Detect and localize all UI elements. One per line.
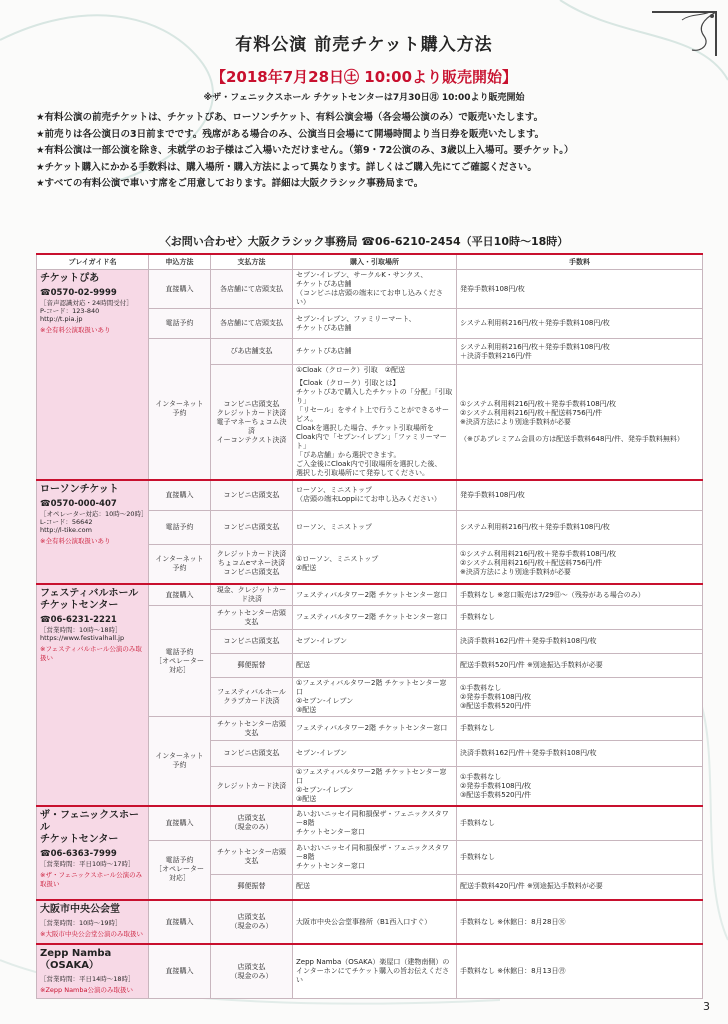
- place-cell: フェスティバルタワー2階 チケットセンター窓口: [293, 584, 457, 606]
- header-guide: プレイガイド名: [37, 254, 149, 270]
- fee-cell: 手数料なし ※休館日：8月13日㊊: [457, 944, 703, 999]
- payment-cell: 郵便振替: [211, 654, 293, 678]
- guide-info: ［音声認識対応・24時間受付］: [40, 299, 133, 307]
- place-line: セブン-イレブン、ファミリーマート、: [296, 314, 416, 323]
- fee-line: ③配送手数料520円/件: [460, 701, 531, 710]
- payment-cell: コンビニ店頭支払: [211, 630, 293, 654]
- fee-line: ②発券手数料108円/枚: [460, 692, 531, 701]
- place-line: ①フェスティバルタワー2階 チケットセンター窓口: [296, 679, 447, 696]
- place-line: Cloak内で「セブン-イレブン」「ファミリーマート」: [296, 433, 447, 450]
- guide-url: https://www.festivalhall.jp: [40, 634, 125, 642]
- fee-line: ②発券手数料108円/枚: [460, 781, 531, 790]
- place-cell: [293, 767, 457, 807]
- note-item: ★前売りは各公演日の3日前までです。残席がある場合のみ、公演当日会場にて開場時間より当日券を販売いたします。: [36, 128, 545, 140]
- payment-cell: チケットセンター店頭支払: [211, 606, 293, 630]
- fee-cell: 手数料なし: [457, 840, 703, 874]
- place-cell: [293, 806, 457, 840]
- page-number: 3: [703, 1000, 710, 1013]
- payment-line: クレジットカード決済: [216, 550, 287, 559]
- payment-cell: 各店舗にて店頭支払: [211, 309, 293, 339]
- fee-line: システム利用料216円/枚＋発券手数料108円/枚: [460, 342, 610, 351]
- payment-line: イーコンテクスト決済: [216, 435, 287, 444]
- table-row: [37, 480, 703, 510]
- table-row: [37, 806, 703, 840]
- place-line: セブン-イレブン、サークルK・サンクス、: [296, 271, 428, 279]
- method-cell: 直接購入: [149, 270, 211, 309]
- place-line: あいおいニッセイ同和損保ザ・フェニックスタワー8階: [296, 843, 449, 861]
- payment-line: クレジットカード決済: [216, 408, 287, 417]
- payment-line: 店頭支払: [237, 913, 266, 921]
- guide-tel: ☎06-6363-7999: [40, 849, 117, 859]
- table-row: [37, 270, 703, 309]
- place-line: チケットぴあ店舗: [296, 323, 352, 332]
- fee-cell: 手数料なし: [457, 806, 703, 840]
- fee-line: （※ぴあプレミアム会員の方は配送手数料648円/件、発券手数料無料）: [460, 435, 684, 443]
- place-line: （店頭の端末Loppiにてお申し込みください）: [296, 495, 441, 504]
- place-cell: セブン-イレブン: [293, 741, 457, 767]
- payment-line: フェスティバルホール: [217, 688, 286, 696]
- guide-note: ※全有料公演取扱いあり: [40, 537, 111, 545]
- place-cell: [293, 840, 457, 874]
- header-place: 購入・引取場所: [293, 254, 457, 270]
- payment-cell: [211, 365, 293, 481]
- guide-chuo: [37, 900, 149, 944]
- fee-line: ②システム利用料216円/枚＋配送料756円/件: [460, 559, 603, 568]
- ticket-table: [36, 253, 703, 999]
- payment-line: （現金のみ）: [230, 922, 273, 930]
- payment-line: ちょコムeマネー決済: [217, 559, 286, 568]
- place-line: ①Cloak（クローク）引取 ②配送: [296, 366, 406, 374]
- fee-line: ①システム利用料216円/枚＋発券手数料108円/枚: [460, 400, 617, 408]
- guide-note: ※ザ・フェニックスホール公演のみ取扱い: [40, 871, 143, 888]
- note-item: ★有料公演の前売チケットは、チケットぴあ、ローソンチケット、有料公演会場（各会場公演のみ）で販売いたします。: [36, 112, 544, 123]
- guide-festival: [37, 584, 149, 806]
- guide-url: http://l-tike.com: [40, 526, 92, 534]
- payment-cell: コンビニ店頭支払: [211, 480, 293, 510]
- sale-subnote: ※ザ・フェニックスホール チケットセンターは7月30日㊊ 10:00より販売開始: [203, 93, 525, 103]
- note-item: ★チケット購入にかかる手数料は、購入場所・購入方法によって異なります。詳しくはご購入先にてご確認ください。: [36, 161, 537, 173]
- method-cell: 電話予約: [149, 309, 211, 339]
- guide-info: ［営業時間：平日14時～18時］: [40, 975, 135, 983]
- place-cell: チケットぴあ店舗: [293, 339, 457, 365]
- fee-line: ※決済方法により別途手数料が必要: [460, 568, 571, 577]
- place-line: （コンビニは店頭の端末にてお申し込みください）: [296, 289, 443, 306]
- guide-info: ［営業時間：平日10時～17時］: [40, 860, 135, 868]
- fee-line: ③配送手数料520円/件: [460, 790, 531, 799]
- guide-info: ［営業時間：10時～18時］: [40, 626, 122, 634]
- fee-cell: システム利用料216円/枚＋発券手数料108円/枚: [457, 510, 703, 544]
- guide-name: ローソンチケット: [40, 484, 119, 495]
- method-cell: 電話予約: [149, 510, 211, 544]
- payment-cell: コンビニ店頭支払: [211, 510, 293, 544]
- place-cell: 大阪市中央公会堂事務所（B1西入口すぐ）: [293, 900, 457, 944]
- guide-phoenix: [37, 806, 149, 900]
- fee-cell: [457, 339, 703, 365]
- place-cell: [293, 365, 457, 481]
- fee-cell: 決済手数料162円/件＋発券手数料108円/枚: [457, 741, 703, 767]
- fee-cell: [457, 678, 703, 717]
- notes-list: [36, 110, 706, 193]
- place-cell: フェスティバルタワー2階 チケットセンター窓口: [293, 606, 457, 630]
- guide-name: チケットぴあ: [40, 273, 100, 284]
- fee-line: ＋決済手数料216円/件: [460, 351, 532, 360]
- place-line: チケットぴあ店舗: [296, 280, 352, 288]
- guide-lawson: [37, 480, 149, 584]
- payment-cell: 現金、クレジットカード決済: [211, 584, 293, 606]
- note-item: ★有料公演は一部公演を除き、未就学のお子様はご入場いただけません。（第9・72公演のみ、3歳以上入場可。要チケット。）: [36, 145, 574, 156]
- place-cell: 配送: [293, 654, 457, 678]
- place-line: あいおいニッセイ同和損保ザ・フェニックスタワー8階: [296, 809, 449, 827]
- method-cell: [149, 606, 211, 717]
- payment-cell: [211, 678, 293, 717]
- guide-info: ［オペレーター対応：10時～20時］: [40, 510, 148, 518]
- place-line: ②配送: [296, 563, 317, 572]
- place-line: Zepp Namba（OSAKA）楽屋口（建物南側）の: [296, 958, 450, 966]
- guide-note: ※全有料公演取扱いあり: [40, 326, 111, 334]
- payment-line: コンビニ店頭支払: [223, 399, 280, 408]
- fee-cell: 決済手数料162円/件＋発券手数料108円/枚: [457, 630, 703, 654]
- guide-note: ※フェスティバルホール公演のみ取扱い: [40, 645, 142, 662]
- payment-line: （現金のみ）: [230, 971, 273, 980]
- place-line: ③配送: [296, 795, 317, 803]
- place-cell: [293, 309, 457, 339]
- sale-date: 【2018年7月28日㊏ 10:00より販売開始】: [210, 68, 518, 86]
- fee-line: ①手数料なし: [460, 772, 502, 781]
- guide-zepp: [37, 944, 149, 999]
- place-line: チケットセンター窓口: [296, 827, 365, 836]
- place-cell: ローソン、ミニストップ: [293, 510, 457, 544]
- table-row: [37, 944, 703, 999]
- guide-note: ※Zepp Namba公演のみ取扱い: [40, 986, 134, 994]
- place-cell: [293, 544, 457, 584]
- guide-info: ［営業時間：10時～19時］: [40, 919, 122, 927]
- method-cell: 直接購入: [149, 480, 211, 510]
- fee-cell: [457, 365, 703, 481]
- guide-url: http://t.pia.jp: [40, 315, 83, 323]
- payment-cell: [211, 806, 293, 840]
- place-line: ①ローソン、ミニストップ: [296, 554, 379, 563]
- guide-name: ザ・フェニックスホール: [40, 810, 139, 833]
- guide-name: Zepp Namba（OSAKA）: [40, 948, 112, 971]
- guide-tel: ☎06-6231-2221: [40, 615, 117, 625]
- guide-info: P-コード：123-840: [40, 307, 100, 315]
- table-row: [37, 584, 703, 606]
- fee-cell: 発券手数料108円/枚: [457, 270, 703, 309]
- payment-cell: チケットセンター店頭支払: [211, 717, 293, 741]
- method-cell: 直接購入: [149, 584, 211, 606]
- place-cell: フェスティバルタワー2階 チケットセンター窓口: [293, 717, 457, 741]
- place-line: ③配送: [296, 706, 317, 714]
- method-cell: 直接購入: [149, 806, 211, 840]
- place-line: 選択した引取場所にて発券してください。: [296, 469, 429, 477]
- table-row: [37, 900, 703, 944]
- method-cell: 直接購入: [149, 900, 211, 944]
- fee-cell: [457, 767, 703, 807]
- payment-cell: 郵便振替: [211, 874, 293, 900]
- place-line: 【Cloak（クローク）引取とは】: [296, 379, 400, 387]
- note-item: ★すべての有料公演で車いす席をご用意しております。詳細は大阪クラシック事務局まで。: [36, 178, 424, 189]
- payment-cell: ぴあ店舗支払: [211, 339, 293, 365]
- payment-cell: 各店舗にて店頭支払: [211, 270, 293, 309]
- method-line: 電話予約: [165, 856, 194, 865]
- place-line: 「リセール」をサイト上で行うことができるサービス。: [296, 406, 450, 423]
- place-line: 「ぴあ店舗」から選択できます。: [296, 451, 401, 459]
- fee-cell: 手数料なし ※休館日：8月28日㊋: [457, 900, 703, 944]
- guide-tel: ☎0570-02-9999: [40, 288, 117, 298]
- fee-cell: 発券手数料108円/枚: [457, 480, 703, 510]
- place-cell: [293, 270, 457, 309]
- method-cell: インターネット予約: [149, 544, 211, 584]
- place-line: ローソン、ミニストップ: [296, 486, 372, 495]
- header-payment: 支払方法: [211, 254, 293, 270]
- fee-cell: 手数料なし: [457, 717, 703, 741]
- payment-line: クラブカード決済: [223, 697, 280, 705]
- place-line: インターホンにてチケット購入の旨お伝えください: [296, 967, 450, 984]
- guide-name: 大阪市中央公会堂: [40, 904, 120, 915]
- method-line: ［オペレーター対応］: [155, 656, 204, 674]
- method-line: ［オペレーター対応］: [155, 865, 204, 883]
- payment-cell: [211, 900, 293, 944]
- guide-pia: [37, 270, 149, 481]
- place-cell: [293, 944, 457, 999]
- fee-line: ①システム利用料216円/枚＋発券手数料108円/枚: [460, 550, 617, 559]
- guide-note: ※大阪市中央公会堂公演のみ取扱い: [40, 930, 143, 938]
- header-fee: 手数料: [457, 254, 703, 270]
- place-line: チケットセンター窓口: [296, 861, 365, 870]
- method-cell: インターネット予約: [149, 717, 211, 807]
- place-cell: [293, 480, 457, 510]
- payment-line: 店頭支払: [237, 814, 266, 823]
- place-line: チケットぴあで購入したチケットの「分配」「引取り」: [296, 388, 453, 405]
- place-cell: セブン-イレブン: [293, 630, 457, 654]
- page-title: 有料公演 前売チケット購入方法: [235, 35, 493, 55]
- payment-cell: [211, 944, 293, 999]
- payment-cell: コンビニ店頭支払: [211, 741, 293, 767]
- header-method: 申込方法: [149, 254, 211, 270]
- fee-line: ※決済方法により別途手数料が必要: [460, 418, 571, 426]
- place-line: Cloakを選択した場合、チケット引取場所を: [296, 424, 434, 432]
- payment-line: コンビニ店頭支払: [223, 568, 280, 577]
- payment-line: 電子マネーちょコム決済: [216, 417, 287, 435]
- guide-tel: ☎0570-000-407: [40, 499, 117, 509]
- place-line: ②セブン-イレブン: [296, 697, 354, 705]
- fee-cell: 配送手数料520円/件 ※別途振込手数料が必要: [457, 654, 703, 678]
- payment-cell: チケットセンター店頭支払: [211, 840, 293, 874]
- place-line: ①フェスティバルタワー2階 チケットセンター窓口: [296, 768, 447, 785]
- guide-name: チケットセンター: [40, 600, 119, 611]
- payment-cell: クレジットカード決済: [211, 767, 293, 807]
- payment-line: 店頭支払: [237, 962, 266, 971]
- method-cell: 直接購入: [149, 944, 211, 999]
- method-line: 電話予約: [165, 647, 194, 656]
- place-cell: [293, 678, 457, 717]
- place-line: ②セブン-イレブン: [296, 786, 354, 794]
- fee-cell: 手数料なし: [457, 606, 703, 630]
- fee-line: ①手数料なし: [460, 683, 502, 692]
- fee-cell: 配送手数料420円/件 ※別途振込手数料が必要: [457, 874, 703, 900]
- method-cell: [149, 840, 211, 900]
- fee-cell: 手数料なし ※窓口販売は7/29㊐～（残券がある場合のみ）: [457, 584, 703, 606]
- fee-cell: システム利用料216円/枚＋発券手数料108円/枚: [457, 309, 703, 339]
- place-line: ご入金後にCloak内で引取場所を選択した後、: [296, 460, 442, 468]
- payment-line: （現金のみ）: [230, 823, 273, 832]
- fee-cell: [457, 544, 703, 584]
- place-cell: 配送: [293, 874, 457, 900]
- guide-name: フェスティバルホール: [40, 588, 139, 599]
- payment-cell: [211, 544, 293, 584]
- guide-name: チケットセンター: [40, 834, 119, 845]
- contact-line: 〈お問い合わせ〉大阪クラシック事務局 ☎06-6210-2454（平日10時～18時）: [159, 235, 569, 248]
- fee-line: ②システム利用料216円/枚＋配送料756円/件: [460, 409, 603, 417]
- table-header-row: [37, 254, 703, 270]
- guide-info: L-コード：56642: [40, 518, 93, 526]
- method-cell: インターネット予約: [149, 339, 211, 481]
